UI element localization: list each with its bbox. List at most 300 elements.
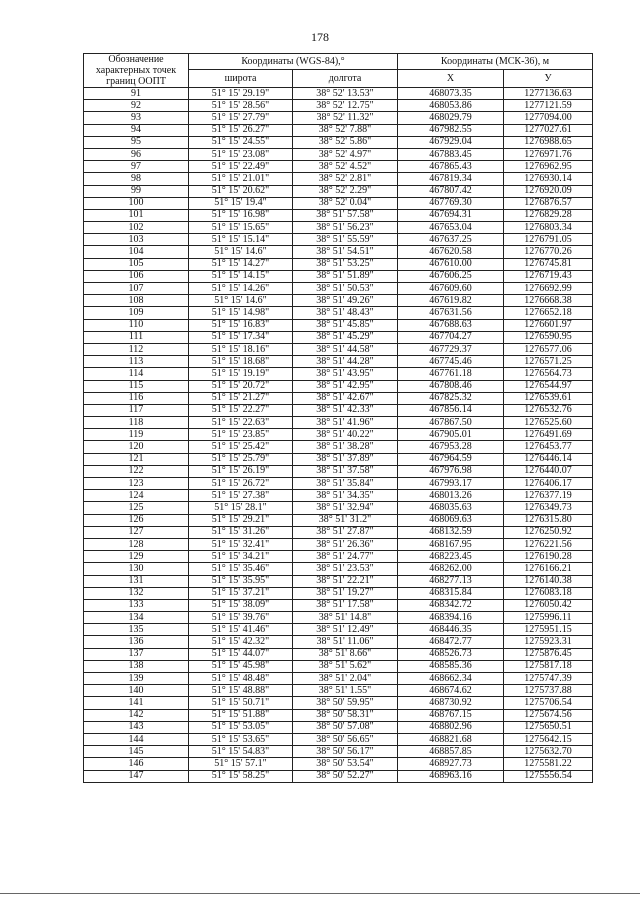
y-cell: 1276564.73 xyxy=(504,368,593,380)
table-row xyxy=(84,624,593,636)
x-cell: 468674.62 xyxy=(398,685,504,697)
x-cell: 468730.92 xyxy=(398,697,504,709)
y-cell: 1276440.07 xyxy=(504,465,593,477)
point-number-cell: 97 xyxy=(84,161,189,173)
x-cell: 468472.77 xyxy=(398,636,504,648)
latitude-cell: 51° 15' 35.95" xyxy=(189,575,293,587)
x-cell: 468029.79 xyxy=(398,112,504,124)
y-cell: 1276190.28 xyxy=(504,551,593,563)
longitude-cell: 38° 51' 43.95" xyxy=(293,368,398,380)
longitude-cell: 38° 51' 26.36" xyxy=(293,538,398,550)
point-number-cell: 104 xyxy=(84,246,189,258)
point-number-cell: 135 xyxy=(84,624,189,636)
x-cell: 468446.35 xyxy=(398,624,504,636)
y-cell: 1276571.25 xyxy=(504,356,593,368)
table-row xyxy=(84,173,593,185)
latitude-cell: 51° 15' 51.88" xyxy=(189,709,293,721)
longitude-cell: 38° 51' 2.04" xyxy=(293,673,398,685)
point-number-cell: 92 xyxy=(84,100,189,112)
longitude-cell: 38° 52' 0.04" xyxy=(293,197,398,209)
longitude-cell: 38° 51' 37.89" xyxy=(293,453,398,465)
latitude-cell: 51° 15' 14.6" xyxy=(189,246,293,258)
table-row xyxy=(84,161,593,173)
x-cell: 468277.13 xyxy=(398,575,504,587)
y-cell: 1276453.77 xyxy=(504,441,593,453)
latitude-cell: 51° 15' 34.21" xyxy=(189,551,293,563)
header-row-groups xyxy=(84,54,593,70)
y-cell: 1275737.88 xyxy=(504,685,593,697)
longitude-cell: 38° 52' 12.75" xyxy=(293,100,398,112)
point-number-cell: 120 xyxy=(84,441,189,453)
latitude-cell: 51° 15' 53.65" xyxy=(189,733,293,745)
table-row xyxy=(84,685,593,697)
longitude-cell: 38° 51' 27.87" xyxy=(293,526,398,538)
table-row xyxy=(84,429,593,441)
point-number-cell: 93 xyxy=(84,112,189,124)
x-cell: 468963.16 xyxy=(398,770,504,782)
point-number-cell: 141 xyxy=(84,697,189,709)
table-row xyxy=(84,441,593,453)
latitude-cell: 51° 15' 29.19" xyxy=(189,88,293,100)
point-number-cell: 106 xyxy=(84,270,189,282)
table-row xyxy=(84,563,593,575)
x-cell: 468167.95 xyxy=(398,538,504,550)
x-cell: 467745.46 xyxy=(398,356,504,368)
y-cell: 1276544.97 xyxy=(504,380,593,392)
longitude-cell: 38° 51' 42.67" xyxy=(293,392,398,404)
x-cell: 468767.15 xyxy=(398,709,504,721)
y-cell: 1276876.57 xyxy=(504,197,593,209)
y-cell: 1275650.51 xyxy=(504,721,593,733)
longitude-cell: 38° 51' 8.66" xyxy=(293,648,398,660)
latitude-cell: 51° 15' 44.07" xyxy=(189,648,293,660)
longitude-cell: 38° 52' 5.86" xyxy=(293,136,398,148)
longitude-cell: 38° 52' 2.29" xyxy=(293,185,398,197)
longitude-cell: 38° 50' 56.65" xyxy=(293,733,398,745)
point-number-cell: 117 xyxy=(84,404,189,416)
latitude-cell: 51° 15' 53.05" xyxy=(189,721,293,733)
x-cell: 467704.27 xyxy=(398,331,504,343)
table-row xyxy=(84,587,593,599)
table-row xyxy=(84,246,593,258)
table-row xyxy=(84,758,593,770)
latitude-cell: 51° 15' 27.38" xyxy=(189,490,293,502)
point-number-cell: 123 xyxy=(84,478,189,490)
x-cell: 467653.04 xyxy=(398,222,504,234)
point-number-cell: 130 xyxy=(84,563,189,575)
longitude-cell: 38° 51' 50.53" xyxy=(293,283,398,295)
table-row xyxy=(84,697,593,709)
latitude-cell: 51° 15' 14.15" xyxy=(189,270,293,282)
latitude-cell: 51° 15' 23.85" xyxy=(189,429,293,441)
y-cell: 1276971.76 xyxy=(504,148,593,160)
point-number-cell: 98 xyxy=(84,173,189,185)
coordinates-table-body xyxy=(84,88,593,783)
y-cell: 1276140.38 xyxy=(504,575,593,587)
table-row xyxy=(84,514,593,526)
x-header: X xyxy=(398,70,504,88)
longitude-cell: 38° 51' 38.28" xyxy=(293,441,398,453)
point-number-cell: 126 xyxy=(84,514,189,526)
longitude-cell: 38° 51' 49.26" xyxy=(293,295,398,307)
y-cell: 1275747.39 xyxy=(504,673,593,685)
y-cell: 1276221.56 xyxy=(504,538,593,550)
x-cell: 467825.32 xyxy=(398,392,504,404)
table-row xyxy=(84,185,593,197)
longitude-cell: 38° 51' 54.51" xyxy=(293,246,398,258)
x-cell: 468035.63 xyxy=(398,502,504,514)
y-cell: 1277027.61 xyxy=(504,124,593,136)
latitude-cell: 51° 15' 19.4" xyxy=(189,197,293,209)
longitude-cell: 38° 52' 13.53" xyxy=(293,88,398,100)
x-cell: 468315.84 xyxy=(398,587,504,599)
table-row xyxy=(84,295,593,307)
x-cell: 467953.28 xyxy=(398,441,504,453)
point-number-cell: 96 xyxy=(84,148,189,160)
x-cell: 468053.86 xyxy=(398,100,504,112)
y-cell: 1276930.14 xyxy=(504,173,593,185)
x-cell: 467694.31 xyxy=(398,209,504,221)
longitude-cell: 38° 51' 22.21" xyxy=(293,575,398,587)
point-number-cell: 124 xyxy=(84,490,189,502)
y-cell: 1276692.99 xyxy=(504,283,593,295)
y-cell: 1277136.63 xyxy=(504,88,593,100)
table-row xyxy=(84,417,593,429)
point-number-cell: 140 xyxy=(84,685,189,697)
table-row xyxy=(84,648,593,660)
point-number-cell: 111 xyxy=(84,331,189,343)
x-cell: 468013.26 xyxy=(398,490,504,502)
longitude-cell: 38° 50' 52.27" xyxy=(293,770,398,782)
y-cell: 1275706.54 xyxy=(504,697,593,709)
longitude-cell: 38° 51' 37.58" xyxy=(293,465,398,477)
latitude-cell: 51° 15' 28.1" xyxy=(189,502,293,514)
point-number-cell: 116 xyxy=(84,392,189,404)
point-number-cell: 146 xyxy=(84,758,189,770)
x-cell: 467807.42 xyxy=(398,185,504,197)
point-number-cell: 132 xyxy=(84,587,189,599)
table-row xyxy=(84,112,593,124)
table-row xyxy=(84,538,593,550)
table-row xyxy=(84,551,593,563)
table-row xyxy=(84,733,593,745)
table-row xyxy=(84,612,593,624)
latitude-cell: 51° 15' 14.98" xyxy=(189,307,293,319)
y-cell: 1276590.95 xyxy=(504,331,593,343)
longitude-cell: 38° 51' 45.29" xyxy=(293,331,398,343)
latitude-cell: 51° 15' 15.65" xyxy=(189,222,293,234)
x-cell: 467982.55 xyxy=(398,124,504,136)
longitude-cell: 38° 51' 12.49" xyxy=(293,624,398,636)
latitude-cell: 51° 15' 14.6" xyxy=(189,295,293,307)
y-cell: 1276962.95 xyxy=(504,161,593,173)
y-cell: 1275996.11 xyxy=(504,612,593,624)
x-cell: 467619.82 xyxy=(398,295,504,307)
y-cell: 1276525.60 xyxy=(504,417,593,429)
longitude-cell: 38° 51' 56.23" xyxy=(293,222,398,234)
x-cell: 468223.45 xyxy=(398,551,504,563)
table-row xyxy=(84,599,593,611)
table-row xyxy=(84,343,593,355)
point-number-cell: 125 xyxy=(84,502,189,514)
point-number-cell: 101 xyxy=(84,209,189,221)
x-cell: 467610.00 xyxy=(398,258,504,270)
y-cell: 1276315.80 xyxy=(504,514,593,526)
latitude-cell: 51° 15' 20.62" xyxy=(189,185,293,197)
table-row xyxy=(84,453,593,465)
y-cell: 1276745.81 xyxy=(504,258,593,270)
point-number-cell: 134 xyxy=(84,612,189,624)
latitude-cell: 51° 15' 25.42" xyxy=(189,441,293,453)
table-row xyxy=(84,209,593,221)
y-cell: 1275556.54 xyxy=(504,770,593,782)
latitude-cell: 51° 15' 57.1" xyxy=(189,758,293,770)
y-cell: 1275642.15 xyxy=(504,733,593,745)
latitude-cell: 51° 15' 15.14" xyxy=(189,234,293,246)
longitude-cell: 38° 51' 44.28" xyxy=(293,356,398,368)
y-cell: 1275876.45 xyxy=(504,648,593,660)
longitude-cell: 38° 51' 51.89" xyxy=(293,270,398,282)
page-bottom-divider xyxy=(0,893,640,894)
point-number-cell: 131 xyxy=(84,575,189,587)
x-cell: 467819.34 xyxy=(398,173,504,185)
longitude-cell: 38° 51' 55.59" xyxy=(293,234,398,246)
latitude-cell: 51° 15' 24.55" xyxy=(189,136,293,148)
point-number-cell: 142 xyxy=(84,709,189,721)
latitude-cell: 51° 15' 20.72" xyxy=(189,380,293,392)
x-cell: 467761.18 xyxy=(398,368,504,380)
table-row xyxy=(84,721,593,733)
latitude-cell: 51° 15' 39.76" xyxy=(189,612,293,624)
longitude-cell: 38° 51' 23.53" xyxy=(293,563,398,575)
point-number-cell: 102 xyxy=(84,222,189,234)
longitude-cell: 38° 51' 34.35" xyxy=(293,490,398,502)
table-row xyxy=(84,319,593,331)
latitude-cell: 51° 15' 17.34" xyxy=(189,331,293,343)
x-cell: 468073.35 xyxy=(398,88,504,100)
longitude-cell: 38° 51' 42.33" xyxy=(293,404,398,416)
y-cell: 1276446.14 xyxy=(504,453,593,465)
x-cell: 468821.68 xyxy=(398,733,504,745)
latitude-cell: 51° 15' 37.21" xyxy=(189,587,293,599)
wgs84-group-header: Координаты (WGS-84),° xyxy=(189,54,398,70)
y-cell: 1276491.69 xyxy=(504,429,593,441)
table-row xyxy=(84,234,593,246)
y-cell: 1276668.38 xyxy=(504,295,593,307)
y-cell: 1276791.05 xyxy=(504,234,593,246)
latitude-cell: 51° 15' 26.72" xyxy=(189,478,293,490)
point-number-cell: 119 xyxy=(84,429,189,441)
x-cell: 468342.72 xyxy=(398,599,504,611)
longitude-cell: 38° 51' 41.96" xyxy=(293,417,398,429)
latitude-header: широта xyxy=(189,70,293,88)
x-cell: 467929.04 xyxy=(398,136,504,148)
table-row xyxy=(84,392,593,404)
y-cell: 1275581.22 xyxy=(504,758,593,770)
longitude-cell: 38° 50' 59.95" xyxy=(293,697,398,709)
longitude-cell: 38° 52' 7.88" xyxy=(293,124,398,136)
longitude-header: долгота xyxy=(293,70,398,88)
table-row xyxy=(84,307,593,319)
y-cell: 1276250.92 xyxy=(504,526,593,538)
point-number-cell: 118 xyxy=(84,417,189,429)
table-row xyxy=(84,124,593,136)
latitude-cell: 51° 15' 14.27" xyxy=(189,258,293,270)
x-cell: 468132.59 xyxy=(398,526,504,538)
y-cell: 1276988.65 xyxy=(504,136,593,148)
point-number-cell: 136 xyxy=(84,636,189,648)
point-number-cell: 103 xyxy=(84,234,189,246)
table-row xyxy=(84,502,593,514)
y-cell: 1276050.42 xyxy=(504,599,593,611)
longitude-cell: 38° 50' 53.54" xyxy=(293,758,398,770)
point-number-cell: 139 xyxy=(84,673,189,685)
table-row xyxy=(84,368,593,380)
longitude-cell: 38° 51' 32.94" xyxy=(293,502,398,514)
table-row xyxy=(84,709,593,721)
y-cell: 1277094.00 xyxy=(504,112,593,124)
latitude-cell: 51° 15' 48.48" xyxy=(189,673,293,685)
coordinates-table xyxy=(83,53,593,783)
longitude-cell: 38° 51' 45.85" xyxy=(293,319,398,331)
y-cell: 1276770.26 xyxy=(504,246,593,258)
longitude-cell: 38° 52' 4.97" xyxy=(293,148,398,160)
y-cell: 1276539.61 xyxy=(504,392,593,404)
y-cell: 1276652.18 xyxy=(504,307,593,319)
latitude-cell: 51° 15' 50.71" xyxy=(189,697,293,709)
longitude-cell: 38° 52' 11.32" xyxy=(293,112,398,124)
latitude-cell: 51° 15' 27.79" xyxy=(189,112,293,124)
table-row xyxy=(84,283,593,295)
latitude-cell: 51° 15' 35.46" xyxy=(189,563,293,575)
x-cell: 467769.30 xyxy=(398,197,504,209)
y-cell: 1276377.19 xyxy=(504,490,593,502)
latitude-cell: 51° 15' 58.25" xyxy=(189,770,293,782)
x-cell: 468069.63 xyxy=(398,514,504,526)
x-cell: 468802.96 xyxy=(398,721,504,733)
x-cell: 467808.46 xyxy=(398,380,504,392)
page-number: 178 xyxy=(311,30,329,44)
table-row xyxy=(84,478,593,490)
y-header: У xyxy=(504,70,593,88)
y-cell: 1276349.73 xyxy=(504,502,593,514)
point-number-cell: 107 xyxy=(84,283,189,295)
latitude-cell: 51° 15' 42.32" xyxy=(189,636,293,648)
point-number-cell: 128 xyxy=(84,538,189,550)
longitude-cell: 38° 52' 2.81" xyxy=(293,173,398,185)
longitude-cell: 38° 50' 58.31" xyxy=(293,709,398,721)
longitude-cell: 38° 51' 14.8" xyxy=(293,612,398,624)
y-cell: 1276532.76 xyxy=(504,404,593,416)
longitude-cell: 38° 51' 53.25" xyxy=(293,258,398,270)
table-row xyxy=(84,258,593,270)
point-number-cell: 127 xyxy=(84,526,189,538)
table-row xyxy=(84,136,593,148)
table-row xyxy=(84,380,593,392)
y-cell: 1275951.15 xyxy=(504,624,593,636)
x-cell: 467688.63 xyxy=(398,319,504,331)
x-cell: 468394.16 xyxy=(398,612,504,624)
longitude-cell: 38° 51' 5.62" xyxy=(293,660,398,672)
latitude-cell: 51° 15' 16.98" xyxy=(189,209,293,221)
msk36-group-header: Координаты (МСК-36), м xyxy=(398,54,593,70)
x-cell: 468526.73 xyxy=(398,648,504,660)
latitude-cell: 51° 15' 32.41" xyxy=(189,538,293,550)
point-number-cell: 138 xyxy=(84,660,189,672)
latitude-cell: 51° 15' 19.19" xyxy=(189,368,293,380)
longitude-cell: 38° 51' 19.27" xyxy=(293,587,398,599)
y-cell: 1277121.59 xyxy=(504,100,593,112)
point-number-cell: 143 xyxy=(84,721,189,733)
y-cell: 1275817.18 xyxy=(504,660,593,672)
longitude-cell: 38° 51' 57.58" xyxy=(293,209,398,221)
x-cell: 467631.56 xyxy=(398,307,504,319)
latitude-cell: 51° 15' 23.08" xyxy=(189,148,293,160)
table-row xyxy=(84,404,593,416)
longitude-cell: 38° 51' 40.22" xyxy=(293,429,398,441)
point-number-cell: 99 xyxy=(84,185,189,197)
point-number-cell: 100 xyxy=(84,197,189,209)
y-cell: 1276577.06 xyxy=(504,343,593,355)
point-number-cell: 95 xyxy=(84,136,189,148)
latitude-cell: 51° 15' 18.68" xyxy=(189,356,293,368)
longitude-cell: 38° 51' 48.43" xyxy=(293,307,398,319)
point-number-cell: 108 xyxy=(84,295,189,307)
point-number-cell: 91 xyxy=(84,88,189,100)
designation-header: Обозначение характерных точек границ ООПТ xyxy=(84,54,189,88)
latitude-cell: 51° 15' 21.01" xyxy=(189,173,293,185)
longitude-cell: 38° 50' 57.08" xyxy=(293,721,398,733)
x-cell: 467865.43 xyxy=(398,161,504,173)
latitude-cell: 51° 15' 25.79" xyxy=(189,453,293,465)
x-cell: 467976.98 xyxy=(398,465,504,477)
x-cell: 467993.17 xyxy=(398,478,504,490)
point-number-cell: 129 xyxy=(84,551,189,563)
table-row xyxy=(84,356,593,368)
longitude-cell: 38° 51' 44.58" xyxy=(293,343,398,355)
latitude-cell: 51° 15' 26.27" xyxy=(189,124,293,136)
y-cell: 1276829.28 xyxy=(504,209,593,221)
point-number-cell: 94 xyxy=(84,124,189,136)
latitude-cell: 51° 15' 21.27" xyxy=(189,392,293,404)
y-cell: 1276920.09 xyxy=(504,185,593,197)
x-cell: 468857.85 xyxy=(398,746,504,758)
latitude-cell: 51° 15' 29.21" xyxy=(189,514,293,526)
x-cell: 467867.50 xyxy=(398,417,504,429)
y-cell: 1275632.70 xyxy=(504,746,593,758)
point-number-cell: 133 xyxy=(84,599,189,611)
table-row xyxy=(84,100,593,112)
longitude-cell: 38° 50' 56.17" xyxy=(293,746,398,758)
y-cell: 1275923.31 xyxy=(504,636,593,648)
point-number-cell: 110 xyxy=(84,319,189,331)
latitude-cell: 51° 15' 54.83" xyxy=(189,746,293,758)
y-cell: 1276083.18 xyxy=(504,587,593,599)
table-row xyxy=(84,148,593,160)
table-row xyxy=(84,746,593,758)
point-number-cell: 144 xyxy=(84,733,189,745)
x-cell: 467964.59 xyxy=(398,453,504,465)
x-cell: 467856.14 xyxy=(398,404,504,416)
y-cell: 1276719.43 xyxy=(504,270,593,282)
table-row xyxy=(84,88,593,100)
x-cell: 467883.45 xyxy=(398,148,504,160)
x-cell: 467905.01 xyxy=(398,429,504,441)
latitude-cell: 51° 15' 26.19" xyxy=(189,465,293,477)
y-cell: 1276166.21 xyxy=(504,563,593,575)
point-number-cell: 122 xyxy=(84,465,189,477)
table-row xyxy=(84,673,593,685)
